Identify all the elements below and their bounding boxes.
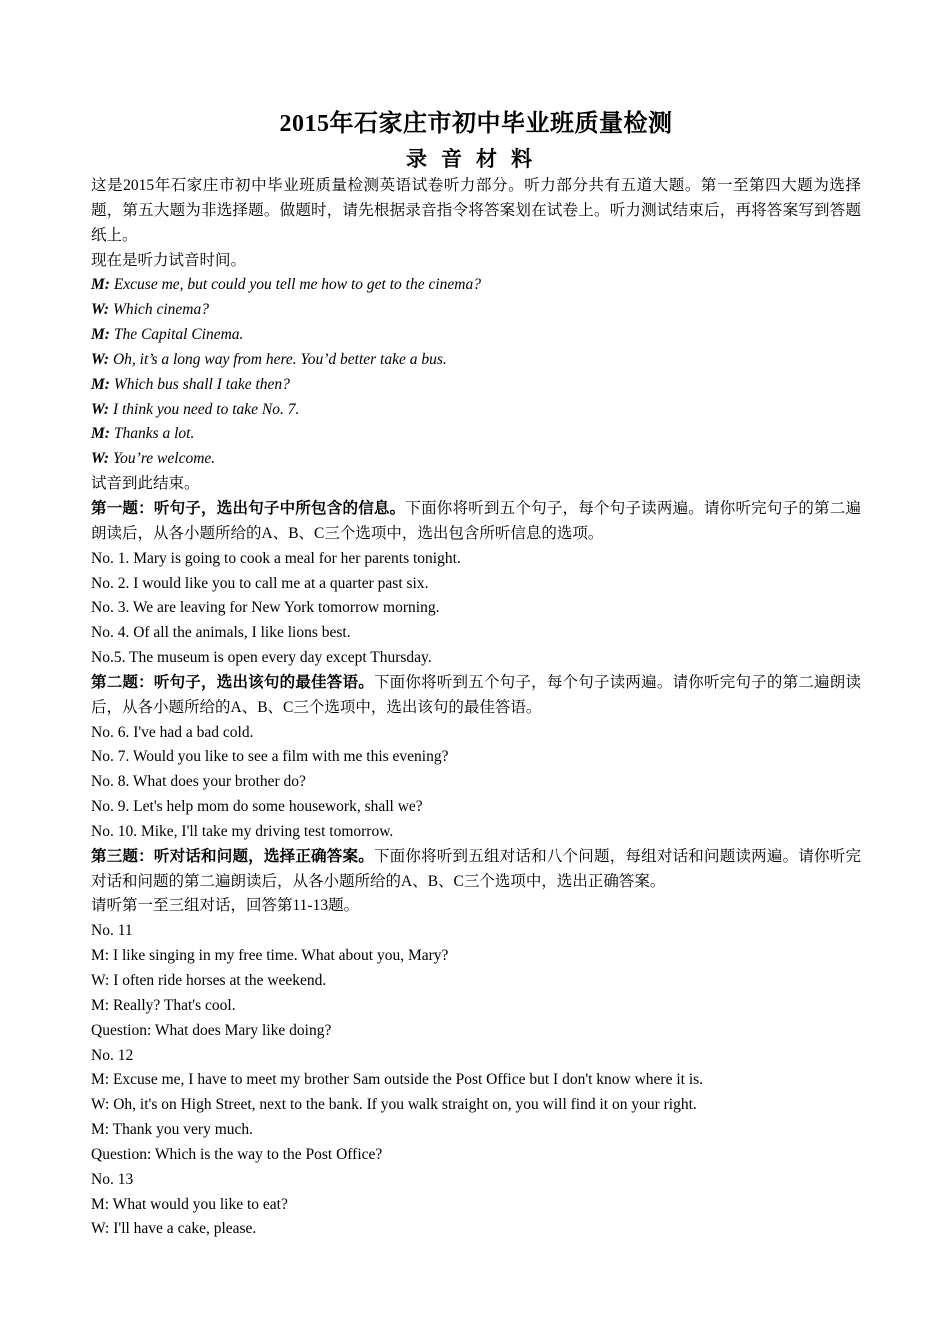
- transcript-line: M: I like singing in my free time. What about you, Mary?: [91, 947, 449, 965]
- transcript-line: W: I often ride horses at the weekend.: [91, 972, 327, 989]
- section-heading: 第三题：听对话和问题，选择正确答案。: [91, 847, 374, 865]
- transcript-line: No. 13: [91, 1170, 134, 1188]
- section-3: [91, 845, 861, 1243]
- document-page: [91, 108, 861, 1242]
- question-item: No. 2. I would like you to call me at a quarter past six.: [91, 574, 429, 592]
- dialogue-line: [91, 323, 861, 348]
- question-item: No. 6. I've had a bad cold.: [91, 723, 254, 741]
- transcript-line: W: Oh, it's on High Street, next to the bank. If you walk straight on, you will find it on your right.: [91, 1096, 697, 1114]
- question-item: No. 7. Would you like to see a film with me this evening?: [91, 748, 449, 766]
- section-instruction: [91, 497, 861, 547]
- speaker: W:: [91, 400, 110, 418]
- transcript-line: M: What would you like to eat?: [91, 1195, 288, 1213]
- utterance: I think you need to take No. 7.: [112, 400, 300, 418]
- speaker: M:: [91, 425, 110, 443]
- transcript-line: Question: Which is the way to the Post Office?: [91, 1145, 383, 1163]
- question-item: No. 8. What does your brother do?: [91, 773, 306, 791]
- section-instruction: [91, 845, 861, 895]
- trial-start: 现在是听力试音时间。: [91, 251, 247, 269]
- section-instruction-text: 下面你将听到五个句子，每个句子读两遍。请你听完句子的第二遍朗读后，从各小题所给的A、B、C三个选项中，选出包含所听信息的选项。: [91, 499, 861, 542]
- transcript-line: M: Thank you very much.: [91, 1121, 254, 1139]
- utterance: Excuse me, but could you tell me how to get to the cinema?: [113, 276, 481, 294]
- speaker: W:: [91, 450, 110, 468]
- utterance: You’re welcome.: [112, 450, 216, 468]
- trial-end: 试音到此结束。: [91, 475, 200, 493]
- question-item: No. 1. Mary is going to cook a meal for her parents tonight.: [91, 549, 461, 567]
- dialogue-line: [91, 273, 861, 298]
- section-2: [91, 671, 861, 845]
- speaker: W:: [91, 350, 110, 368]
- trial-dialogue: [91, 273, 861, 472]
- utterance: Which cinema?: [112, 301, 209, 319]
- speaker: M:: [91, 375, 110, 393]
- intro-paragraph: 这是2015年石家庄市初中毕业班质量检测英语试卷听力部分。听力部分共有五道大题。第一至第四大题为选择题，第五大题为非选择题。做题时，请先根据录音指令将答案划在试卷上。听力测试结束后，再将答案写到答题纸上。: [91, 177, 861, 244]
- dialogue-line: [91, 398, 861, 423]
- question-item: No. 9. Let's help mom do some housework, shall we?: [91, 798, 423, 816]
- transcript-line: M: Excuse me, I have to meet my brother Sam outside the Post Office but I don't know where it is.: [91, 1071, 704, 1089]
- dialogue-line: [91, 422, 861, 447]
- section-instruction: [91, 671, 861, 721]
- speaker: M:: [91, 276, 110, 294]
- transcript-line: W: I'll have a cake, please.: [91, 1220, 257, 1238]
- dialogue-line: [91, 447, 861, 472]
- question-item: No. 4. Of all the animals, I like lions best.: [91, 624, 351, 642]
- group-note: 请听第一至三组对话，回答第11-13题。: [91, 897, 360, 915]
- dialogue-line: [91, 373, 861, 398]
- section-instruction-text: 下面你将听到五组对话和八个问题，每组对话和问题读两遍。请你听完对话和问题的第二遍朗读后，从各小题所给的A、B、C三个选项中，选出正确答案。: [91, 847, 861, 890]
- utterance: Oh, it’s a long way from here. You’d better take a bus.: [112, 350, 447, 368]
- section-instruction-text: 下面你将听到五个句子，每个句子读两遍。请你听完句子的第二遍朗读后，从各小题所给的A、B、C三个选项中，选出该句的最佳答语。: [91, 673, 861, 716]
- speaker: M:: [91, 326, 110, 344]
- section-heading: 第二题：听句子，选出该句的最佳答语。: [91, 673, 374, 691]
- page-title: 2015年石家庄市初中毕业班质量检测: [279, 111, 673, 137]
- transcript-line: No. 11: [91, 922, 133, 940]
- utterance: The Capital Cinema.: [113, 326, 244, 344]
- utterance: Thanks a lot.: [113, 425, 195, 443]
- dialogue-line: [91, 298, 861, 323]
- question-item: No.5. The museum is open every day except Thursday.: [91, 649, 432, 667]
- page-subtitle: 录音材料: [406, 147, 546, 171]
- transcript-line: M: Really? That's cool.: [91, 996, 236, 1014]
- transcript-line: No. 12: [91, 1046, 134, 1064]
- question-item: No. 10. Mike, I'll take my driving test tomorrow.: [91, 822, 394, 840]
- section-heading: 第一题：听句子，选出句子中所包含的信息。: [91, 499, 406, 517]
- section-1: [91, 497, 861, 671]
- speaker: W:: [91, 301, 110, 319]
- transcript-line: Question: What does Mary like doing?: [91, 1021, 332, 1039]
- question-item: No. 3. We are leaving for New York tomorrow morning.: [91, 599, 440, 617]
- utterance: Which bus shall I take then?: [113, 375, 290, 393]
- dialogue-line: [91, 348, 861, 373]
